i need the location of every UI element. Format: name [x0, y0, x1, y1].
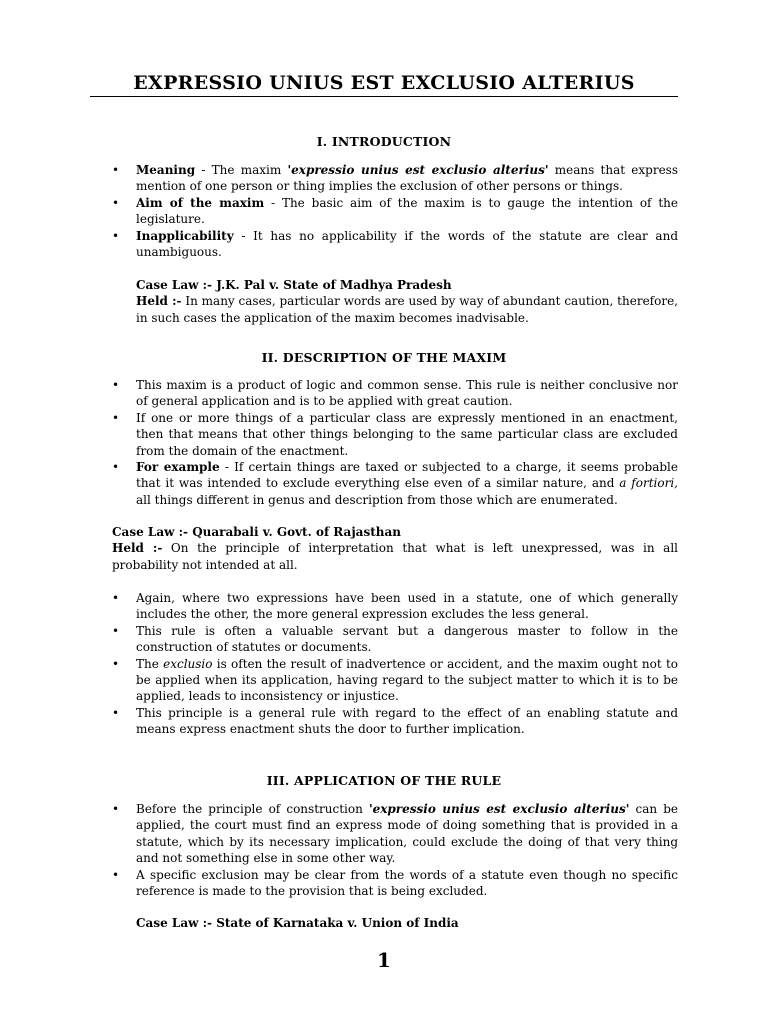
- document-title: EXPRESSIO UNIUS EST EXCLUSIO ALTERIUS: [133, 72, 635, 94]
- term-for-example: For example: [136, 460, 220, 475]
- bullet-icon: •: [112, 163, 120, 177]
- text: can be applied, the court must find an express mode of doing something that is provided in a statute, which by its necessary implication, could exclude the doing of that very thing and not something else in some other way.: [136, 802, 679, 866]
- term-aim: Aim of the maxim: [136, 195, 265, 210]
- case-law-title: Case Law :- State of Karnataka v. Union of India: [136, 916, 459, 930]
- title-divider: [90, 96, 678, 97]
- bullet-icon: •: [112, 656, 120, 671]
- case-law-title: Case Law :- J.K. Pal v. State of Madhya Pradesh: [136, 278, 452, 292]
- bullet-icon: •: [112, 378, 120, 392]
- bullet-icon: •: [112, 195, 120, 210]
- case-law-block: [112, 524, 678, 573]
- term-inapplicability: Inapplicability: [136, 228, 234, 243]
- section-heading-introduction: I. INTRODUCTION: [316, 134, 452, 149]
- text: is often the result of inadvertence or accident, and the maxim ought not to be applied when its application, having regard to the subject matter to which it is to be applied, leads to inconsistency or injustice.: [136, 656, 678, 704]
- text: means that express mention of one person or thing implies the exclusion of other persons or things.: [136, 163, 678, 194]
- text: - The maxim: [195, 163, 288, 177]
- maxim-text: 'expressio unius est exclusio alterius': [368, 802, 630, 816]
- list-item: [112, 377, 678, 410]
- text: This maxim is a product of logic and common sense. This rule is neither conclusive nor of general application and is to be applied with great caution.: [136, 378, 678, 409]
- section-heading-application: III. APPLICATION OF THE RULE: [266, 773, 502, 788]
- section-heading-description: II. DESCRIPTION OF THE MAXIM: [261, 350, 507, 365]
- text: A specific exclusion may be clear from the words of a statute even though no specific reference is made to the provision that is being excluded.: [136, 867, 678, 899]
- held-label: Held :-: [112, 541, 163, 556]
- list-item: [112, 228, 678, 261]
- bullet-icon: •: [112, 802, 120, 816]
- bullet-icon: •: [112, 705, 120, 720]
- list-item: [112, 410, 678, 459]
- maxim-text: 'expressio unius est exclusio alterius': [287, 163, 549, 177]
- held-label: Held :-: [136, 294, 182, 309]
- page-number: 1: [377, 948, 391, 972]
- text: - The basic aim of the maxim is to gauge the intention of the legislature.: [136, 195, 678, 227]
- text: all things different in genus and description from those which are enumerated.: [136, 492, 618, 507]
- italic-text: a fortiori,: [619, 476, 678, 491]
- text: The: [136, 656, 164, 671]
- text: - It has no applicability if the words of the statute are clear and unambiguous.: [136, 228, 678, 260]
- list-item: [112, 801, 678, 867]
- list-item: [112, 867, 678, 900]
- application-bullet-list: [112, 801, 678, 899]
- list-item: [112, 459, 678, 508]
- text: This rule is often a valuable servant but a dangerous master to follow in the construction of statutes or documents.: [136, 623, 678, 655]
- bullet-icon: •: [112, 591, 120, 605]
- held-paragraph: [112, 540, 678, 573]
- list-item: [112, 590, 678, 623]
- description-bullet-list: [112, 377, 678, 508]
- held-text: In many cases, particular words are used by way of abundant caution, therefore, in such cases the application of the maxim becomes inadvisable.: [136, 294, 678, 325]
- text: Again, where two expressions have been used in a statute, one of which generally includes the other, the more general expression excludes the less general.: [136, 591, 678, 622]
- text: - If certain things are taxed or subjected to a charge, it seems probable that it was intended to exclude everything else even of a similar nature, and: [136, 460, 678, 491]
- text: This principle is a general rule with regard to the effect of an enabling statute and means express enactment shuts the door to further implication.: [136, 705, 678, 737]
- bullet-icon: •: [112, 228, 120, 243]
- case-law-title: Case Law :- Quarabali v. Govt. of Rajasthan: [112, 525, 401, 539]
- bullet-icon: •: [112, 460, 120, 475]
- list-item: [112, 195, 678, 228]
- held-paragraph: [136, 293, 678, 326]
- bullet-icon: •: [112, 410, 120, 425]
- description-bullet-list-2: [112, 590, 678, 738]
- case-law-block: [136, 277, 678, 326]
- list-item: [112, 656, 678, 705]
- bullet-icon: •: [112, 867, 120, 882]
- term-meaning: Meaning: [136, 163, 196, 177]
- list-item: [112, 162, 678, 195]
- italic-text: exclusio: [163, 656, 213, 671]
- introduction-bullet-list: [112, 162, 678, 260]
- bullet-icon: •: [112, 623, 120, 638]
- list-item: [112, 623, 678, 656]
- held-text: On the principle of interpretation that what is left unexpressed, was in all probability not intended at all.: [112, 541, 679, 572]
- text: If one or more things of a particular class are expressly mentioned in an enactment, then that means that other things belonging to the same particular class are excluded from the domain of the enactment.: [136, 410, 678, 458]
- list-item: [112, 705, 678, 738]
- text: Before the principle of construction: [136, 802, 369, 816]
